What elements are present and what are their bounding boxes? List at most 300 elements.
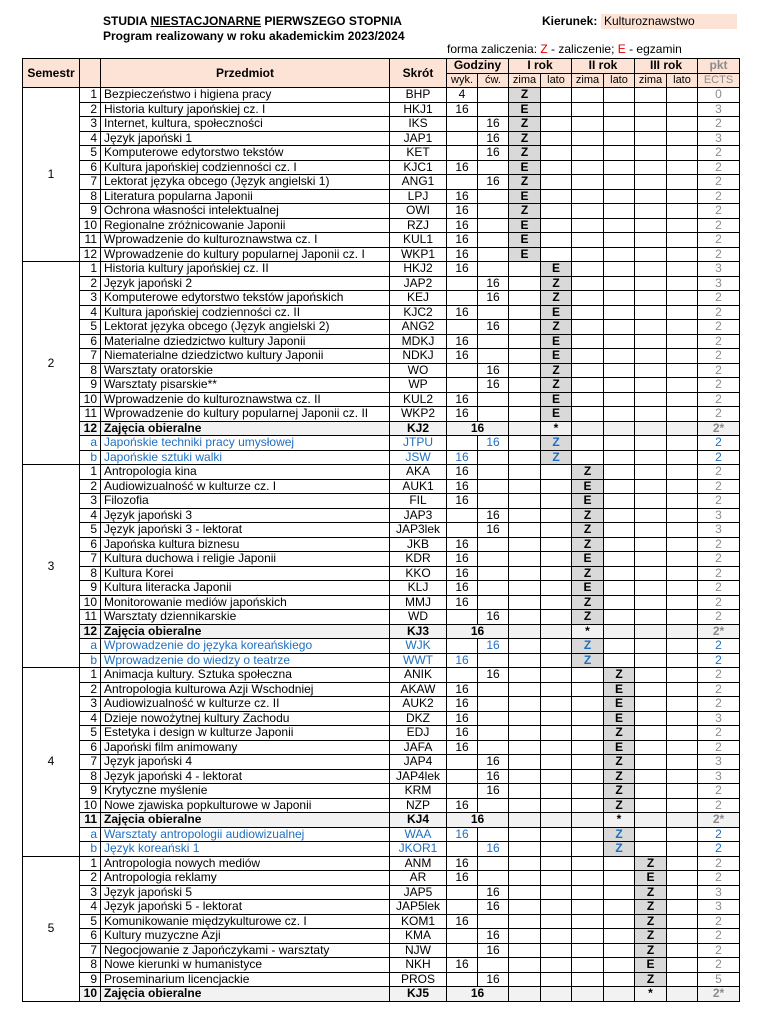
empty-cell: [541, 726, 572, 741]
empty-cell: [509, 755, 541, 770]
col-lato-2: lato: [604, 73, 635, 88]
hours-exercise: 16: [478, 363, 509, 378]
hours-lecture: [447, 610, 478, 625]
row-number: 10: [80, 218, 101, 233]
table-row: [23, 784, 740, 799]
empty-cell: [572, 160, 604, 175]
ects-points: 2*: [698, 421, 740, 436]
course-code: JAP3: [390, 508, 447, 523]
table-row: [23, 552, 740, 567]
table-row: [23, 595, 740, 610]
hours-lecture: [447, 972, 478, 987]
empty-cell: [667, 813, 698, 828]
grade-cell: Z: [635, 929, 667, 944]
grade-cell: Z: [541, 363, 572, 378]
curriculum-body: [23, 88, 740, 1002]
ects-points: 2: [698, 465, 740, 480]
empty-cell: [604, 160, 635, 175]
empty-cell: [667, 958, 698, 973]
course-name: Krytyczne myślenie: [101, 784, 390, 799]
empty-cell: [509, 523, 541, 538]
empty-cell: [509, 813, 541, 828]
row-number: 1: [80, 856, 101, 871]
table-row: [23, 189, 740, 204]
empty-cell: [509, 697, 541, 712]
hours-lecture: 16: [447, 189, 478, 204]
hours-lecture: 16: [447, 233, 478, 248]
empty-cell: [667, 102, 698, 117]
row-number: 5: [80, 523, 101, 538]
empty-cell: [635, 697, 667, 712]
row-number: 8: [80, 363, 101, 378]
grade-cell: Z: [541, 276, 572, 291]
ects-points: 2: [698, 218, 740, 233]
empty-cell: [541, 160, 572, 175]
hours-lecture: 16: [447, 334, 478, 349]
empty-cell: [667, 218, 698, 233]
empty-cell: [509, 537, 541, 552]
course-name: Audiowizualność w kulturze cz. I: [101, 479, 390, 494]
empty-cell: [509, 407, 541, 422]
empty-cell: [509, 624, 541, 639]
empty-cell: [667, 88, 698, 103]
col-zima-2: zima: [572, 73, 604, 88]
empty-cell: [572, 247, 604, 262]
empty-cell: [635, 160, 667, 175]
empty-cell: [604, 552, 635, 567]
hours-exercise: [478, 189, 509, 204]
col-zima-3: zima: [635, 73, 667, 88]
empty-cell: [541, 552, 572, 567]
hours-lecture: 16: [447, 871, 478, 886]
empty-cell: [509, 320, 541, 335]
table-row: [23, 233, 740, 248]
course-code: JAP5lek: [390, 900, 447, 915]
course-code: JAP5: [390, 885, 447, 900]
empty-cell: [667, 885, 698, 900]
course-name: Warsztaty oratorskie: [101, 363, 390, 378]
empty-cell: [635, 784, 667, 799]
grade-cell: E: [541, 407, 572, 422]
table-row: [23, 537, 740, 552]
course-code: AR: [390, 871, 447, 886]
table-row: [23, 769, 740, 784]
empty-cell: [541, 189, 572, 204]
empty-cell: [509, 465, 541, 480]
course-name: Antropologia reklamy: [101, 871, 390, 886]
hours-exercise: 16: [478, 117, 509, 132]
hours-exercise: [478, 595, 509, 610]
elective-option-row: [23, 842, 740, 857]
course-code: ANG2: [390, 320, 447, 335]
hours-exercise: [478, 494, 509, 509]
empty-cell: [509, 378, 541, 393]
empty-cell: [541, 769, 572, 784]
course-code: KJ4: [390, 813, 447, 828]
hours-lecture: 16: [447, 392, 478, 407]
ects-points: 2: [698, 436, 740, 451]
course-name: Proseminarium licencjackie: [101, 972, 390, 987]
row-number: 6: [80, 537, 101, 552]
empty-cell: [667, 595, 698, 610]
hours-exercise: 16: [478, 276, 509, 291]
ects-points: 2: [698, 407, 740, 422]
course-code: HKJ2: [390, 262, 447, 277]
empty-cell: [541, 479, 572, 494]
empty-cell: [604, 407, 635, 422]
ects-points: 3: [698, 523, 740, 538]
course-code: WJK: [390, 639, 447, 654]
row-number: 8: [80, 769, 101, 784]
course-name: Kultury muzyczne Azji: [101, 929, 390, 944]
elective-group-row: [23, 624, 740, 639]
ects-points: 2: [698, 610, 740, 625]
hours-lecture: [447, 378, 478, 393]
course-code: JSW: [390, 450, 447, 465]
empty-cell: [572, 914, 604, 929]
empty-cell: [541, 523, 572, 538]
ects-points: 2: [698, 929, 740, 944]
grade-cell: E: [509, 189, 541, 204]
empty-cell: [572, 885, 604, 900]
grade-cell: Z: [635, 885, 667, 900]
ects-points: 2: [698, 639, 740, 654]
empty-cell: [667, 929, 698, 944]
empty-cell: [604, 392, 635, 407]
empty-cell: [667, 987, 698, 1002]
course-name: Kultura Korei: [101, 566, 390, 581]
row-number: 9: [80, 204, 101, 219]
semester-number: 4: [23, 668, 80, 857]
hours-exercise: [478, 349, 509, 364]
grade-cell: Z: [604, 827, 635, 842]
course-code: ANIK: [390, 668, 447, 683]
course-code: JAP3lek: [390, 523, 447, 538]
empty-cell: [604, 465, 635, 480]
course-name: Zajęcia obieralne: [101, 624, 390, 639]
hours-lecture: [447, 363, 478, 378]
empty-cell: [541, 131, 572, 146]
hours-lecture: 16: [447, 798, 478, 813]
hours-lecture: [447, 842, 478, 857]
empty-cell: [541, 494, 572, 509]
table-row: [23, 523, 740, 538]
empty-cell: [572, 436, 604, 451]
empty-cell: [541, 958, 572, 973]
hours-exercise: [478, 566, 509, 581]
empty-cell: [604, 581, 635, 596]
course-code: HKJ1: [390, 102, 447, 117]
empty-cell: [667, 827, 698, 842]
empty-cell: [604, 871, 635, 886]
hours-exercise: 16: [478, 943, 509, 958]
empty-cell: [604, 479, 635, 494]
grade-cell: E: [572, 494, 604, 509]
hours-exercise: [478, 958, 509, 973]
grade-cell: Z: [635, 900, 667, 915]
empty-cell: [635, 523, 667, 538]
hours-lecture: 4: [447, 88, 478, 103]
empty-cell: [635, 842, 667, 857]
row-number: b: [80, 653, 101, 668]
grade-cell: Z: [604, 842, 635, 857]
col-rok3: III rok: [635, 59, 698, 74]
empty-cell: [635, 349, 667, 364]
ects-points: 2: [698, 552, 740, 567]
empty-cell: [572, 697, 604, 712]
ects-points: 2: [698, 117, 740, 132]
course-code: DKZ: [390, 711, 447, 726]
course-name: Język japoński 5: [101, 885, 390, 900]
hours-lecture: 16: [447, 204, 478, 219]
empty-cell: [541, 233, 572, 248]
empty-cell: [509, 842, 541, 857]
table-row: [23, 900, 740, 915]
ects-points: 2: [698, 842, 740, 857]
hours-exercise: 16: [478, 668, 509, 683]
empty-cell: [604, 305, 635, 320]
hours-exercise: [478, 740, 509, 755]
course-code: WKP2: [390, 407, 447, 422]
row-number: b: [80, 842, 101, 857]
course-name: Historia kultury japońskiej cz. II: [101, 262, 390, 277]
grade-cell: Z: [635, 972, 667, 987]
ects-points: 2: [698, 958, 740, 973]
hours-exercise: [478, 204, 509, 219]
empty-cell: [635, 769, 667, 784]
course-code: AKAW: [390, 682, 447, 697]
col-rok2: II rok: [572, 59, 635, 74]
empty-cell: [667, 291, 698, 306]
ects-points: 3: [698, 131, 740, 146]
table-row: [23, 871, 740, 886]
ects-points: 2: [698, 479, 740, 494]
hours-lecture: [447, 784, 478, 799]
empty-cell: [509, 363, 541, 378]
empty-cell: [541, 146, 572, 161]
col-wyk: wyk.: [447, 73, 478, 88]
row-number: 9: [80, 784, 101, 799]
grade-cell: Z: [541, 291, 572, 306]
empty-cell: [667, 334, 698, 349]
row-number: 7: [80, 552, 101, 567]
course-code: JAP1: [390, 131, 447, 146]
ects-points: 2: [698, 537, 740, 552]
grade-cell: Z: [572, 508, 604, 523]
row-number: 4: [80, 131, 101, 146]
course-name: Kultura literacka Japonii: [101, 581, 390, 596]
empty-cell: [572, 871, 604, 886]
grade-cell: Z: [604, 798, 635, 813]
table-row: [23, 668, 740, 683]
grade-cell: Z: [604, 726, 635, 741]
grade-cell: E: [572, 581, 604, 596]
empty-cell: [635, 552, 667, 567]
course-code: KKO: [390, 566, 447, 581]
ects-points: 2: [698, 740, 740, 755]
empty-cell: [635, 88, 667, 103]
empty-cell: [667, 479, 698, 494]
empty-cell: [572, 798, 604, 813]
hours-total: 16: [447, 624, 509, 639]
ects-points: 3: [698, 711, 740, 726]
ects-points: 2*: [698, 813, 740, 828]
empty-cell: [604, 610, 635, 625]
empty-cell: [604, 320, 635, 335]
empty-cell: [635, 175, 667, 190]
course-name: Antropologia nowych mediów: [101, 856, 390, 871]
grade-cell: Z: [604, 668, 635, 683]
hours-exercise: 16: [478, 523, 509, 538]
row-number: 8: [80, 566, 101, 581]
empty-cell: [667, 726, 698, 741]
table-row: [23, 958, 740, 973]
empty-cell: [604, 958, 635, 973]
course-name: Lektorat języka obcego (Język angielski 1): [101, 175, 390, 190]
course-name: Animacja kultury. Sztuka społeczna: [101, 668, 390, 683]
table-row: [23, 175, 740, 190]
empty-cell: [509, 668, 541, 683]
hours-lecture: 16: [447, 682, 478, 697]
empty-cell: [604, 900, 635, 915]
empty-cell: [635, 291, 667, 306]
grade-cell: E: [541, 305, 572, 320]
document-subtitle: Program realizowany w roku akademickim 2023/2024: [103, 29, 405, 43]
hours-lecture: [447, 175, 478, 190]
empty-cell: [604, 972, 635, 987]
course-name: Język koreański 1: [101, 842, 390, 857]
empty-cell: [509, 798, 541, 813]
course-name: Warsztaty antropologii audiowizualnej: [101, 827, 390, 842]
semester-number: 3: [23, 465, 80, 668]
hours-exercise: 16: [478, 378, 509, 393]
empty-cell: [541, 218, 572, 233]
hours-lecture: [447, 943, 478, 958]
hours-exercise: [478, 682, 509, 697]
grade-cell: E: [572, 552, 604, 567]
hours-exercise: 16: [478, 320, 509, 335]
empty-cell: [635, 407, 667, 422]
course-name: Negocjowanie z Japończykami - warsztaty: [101, 943, 390, 958]
empty-cell: [509, 958, 541, 973]
empty-cell: [667, 494, 698, 509]
course-code: WP: [390, 378, 447, 393]
row-number: a: [80, 827, 101, 842]
course-code: WAA: [390, 827, 447, 842]
empty-cell: [572, 349, 604, 364]
empty-cell: [667, 305, 698, 320]
hours-exercise: 16: [478, 146, 509, 161]
row-number: 2: [80, 479, 101, 494]
hours-exercise: [478, 798, 509, 813]
course-code: KET: [390, 146, 447, 161]
row-number: 5: [80, 726, 101, 741]
ects-points: 2: [698, 146, 740, 161]
ects-points: 3: [698, 102, 740, 117]
course-name: Język japoński 4: [101, 755, 390, 770]
hours-lecture: [447, 131, 478, 146]
empty-cell: [604, 653, 635, 668]
empty-cell: [635, 334, 667, 349]
row-number: 6: [80, 929, 101, 944]
course-code: KJC2: [390, 305, 447, 320]
table-row: [23, 218, 740, 233]
hours-lecture: 16: [447, 595, 478, 610]
empty-cell: [635, 189, 667, 204]
empty-cell: [635, 276, 667, 291]
course-code: AUK1: [390, 479, 447, 494]
empty-cell: [604, 102, 635, 117]
course-code: NKH: [390, 958, 447, 973]
course-name: Wprowadzenie do kulturoznawstwa cz. I: [101, 233, 390, 248]
table-row: [23, 204, 740, 219]
empty-cell: [604, 943, 635, 958]
ects-points: 3: [698, 755, 740, 770]
empty-cell: [635, 827, 667, 842]
empty-cell: [667, 566, 698, 581]
grade-cell: Z: [572, 566, 604, 581]
empty-cell: [604, 508, 635, 523]
course-code: EDJ: [390, 726, 447, 741]
table-row: [23, 726, 740, 741]
empty-cell: [667, 508, 698, 523]
empty-cell: [635, 146, 667, 161]
empty-cell: [509, 972, 541, 987]
ects-points: 2: [698, 653, 740, 668]
row-number: 7: [80, 943, 101, 958]
course-name: Antropologia kulturowa Azji Wschodniej: [101, 682, 390, 697]
hours-lecture: 16: [447, 407, 478, 422]
hours-exercise: [478, 160, 509, 175]
hours-exercise: [478, 262, 509, 277]
empty-cell: [541, 508, 572, 523]
grade-cell: E: [604, 697, 635, 712]
empty-cell: [667, 537, 698, 552]
empty-cell: [541, 900, 572, 915]
table-row: [23, 943, 740, 958]
empty-cell: [667, 131, 698, 146]
empty-cell: [635, 624, 667, 639]
ects-points: 2: [698, 175, 740, 190]
course-name: Antropologia kina: [101, 465, 390, 480]
empty-cell: [604, 146, 635, 161]
elective-group-row: [23, 813, 740, 828]
ects-points: 2: [698, 320, 740, 335]
empty-cell: [667, 668, 698, 683]
grade-cell: Z: [509, 204, 541, 219]
row-number: 11: [80, 813, 101, 828]
hours-lecture: [447, 146, 478, 161]
grade-cell: Z: [509, 131, 541, 146]
empty-cell: [572, 813, 604, 828]
empty-cell: [509, 436, 541, 451]
hours-exercise: 16: [478, 885, 509, 900]
empty-cell: [667, 943, 698, 958]
course-code: IKS: [390, 117, 447, 132]
empty-cell: [604, 537, 635, 552]
table-row: [23, 88, 740, 103]
ects-points: 2: [698, 363, 740, 378]
empty-cell: [635, 639, 667, 654]
hours-exercise: [478, 102, 509, 117]
ects-points: 2: [698, 595, 740, 610]
hours-exercise: [478, 581, 509, 596]
grade-cell: E: [509, 233, 541, 248]
empty-cell: [541, 668, 572, 683]
row-number: 3: [80, 117, 101, 132]
empty-cell: [635, 581, 667, 596]
table-row: [23, 102, 740, 117]
